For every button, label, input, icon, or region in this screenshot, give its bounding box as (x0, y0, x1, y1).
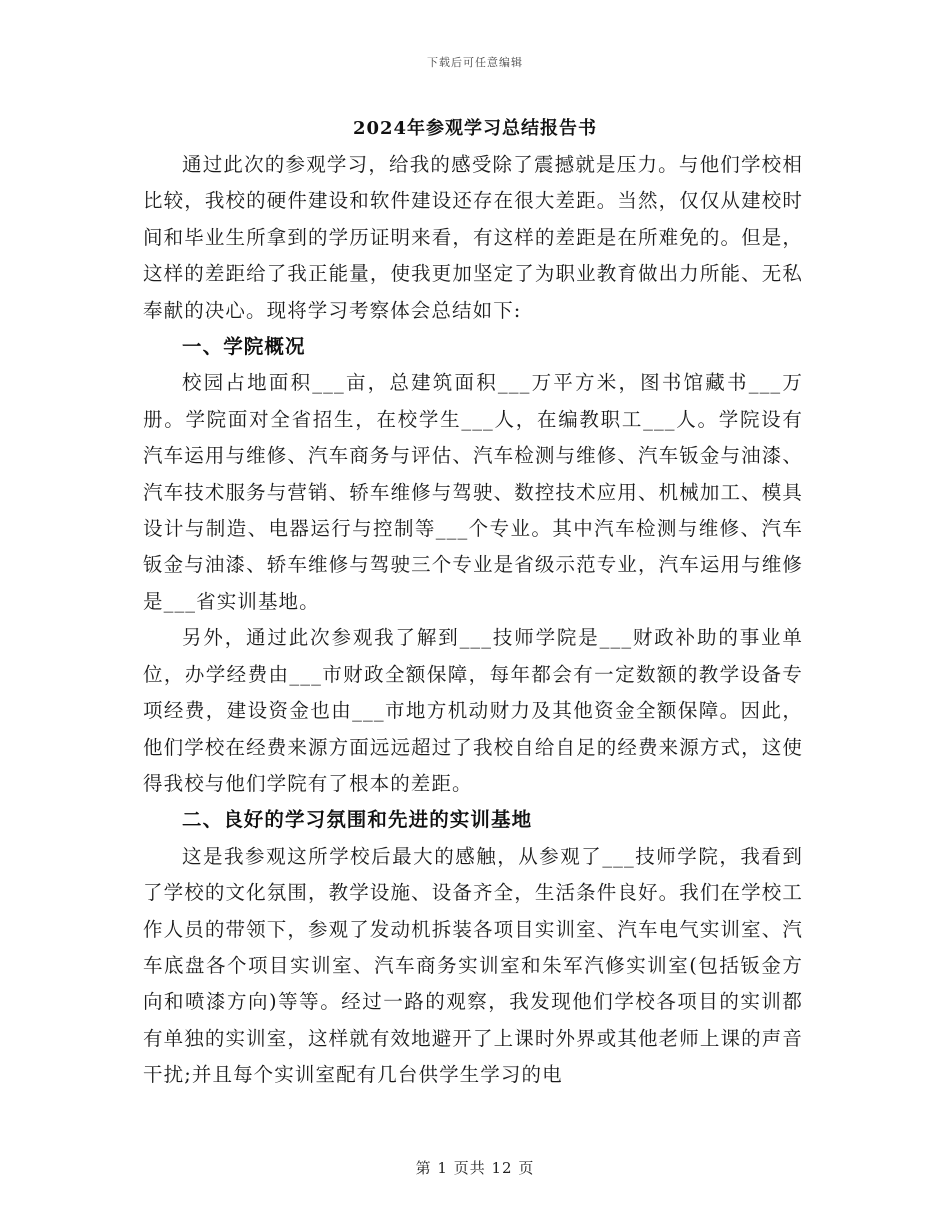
intro-paragraph: 通过此次的参观学习，给我的感受除了震撼就是压力。与他们学校相比较，我校的硬件建设和软件建设还存在很大差距。当然，仅仅从建校时间和毕业生所拿到的学历证明来看，有这样的差距是在所难免的。但是，这样的差距给了我正能量，使我更加坚定了为职业教育做出力所能、无私奉献的决心。现将学习考察体会总结如下: (143, 153, 803, 322)
paragraph: 这是我参观这所学校后最大的感触，从参观了___技师学院，我看到了学校的文化氛围，教学设施、设备齐全，生活条件良好。我们在学校工作人员的带领下，参观了发动机拆装各项目实训室、汽车电气实训室、汽车底盘各个项目实训室、汽车商务实训室和朱军汽修实训室(包括钣金方向和喷漆方向)等等。经过一路的观察，我发现他们学校各项目的实训都有单独的实训室，这样就有效地避开了上课时外界或其他老师上课的声音干扰;并且每个实训室配有几台供学生学习的电 (143, 844, 803, 1087)
document-title: 2024年参观学习总结报告书 (352, 118, 598, 139)
section-heading-overview: 一、学院概况 (182, 335, 306, 359)
paragraph: 校园占地面积___亩，总建筑面积___万平方米，图书馆藏书___万册。学院面对全省招生，在校学生___人，在编教职工___人。学院设有汽车运用与维修、汽车商务与评估、汽车检测与维修、汽车钣金与油漆、汽车技术服务与营销、轿车维修与驾驶、数控技术应用、机械加工、模具设计与制造、电器运行与控制等___个专业。其中汽车检测与维修、汽车钣金与油漆、轿车维修与驾驶三个专业是省级示范专业，汽车运用与维修是___省实训基地。 (143, 371, 803, 613)
header-note: 下载后可任意编辑 (427, 56, 523, 69)
paragraph: 另外，通过此次参观我了解到___技师学院是___财政补助的事业单位，办学经费由___市财政全额保障，每年都会有一定数额的教学设备专项经费，建设资金也由___市地方机动财力及其他资金全额保障。因此，他们学校在经费来源方面远远超过了我校自给自足的经费来源方式，这使得我校与他们学院有了根本的差距。 (143, 626, 803, 795)
document-body (143, 147, 803, 1094)
section-heading-atmosphere: 二、良好的学习氛围和先进的实训基地 (182, 808, 533, 832)
page-number: 第 1 页共 12 页 (415, 1159, 535, 1177)
